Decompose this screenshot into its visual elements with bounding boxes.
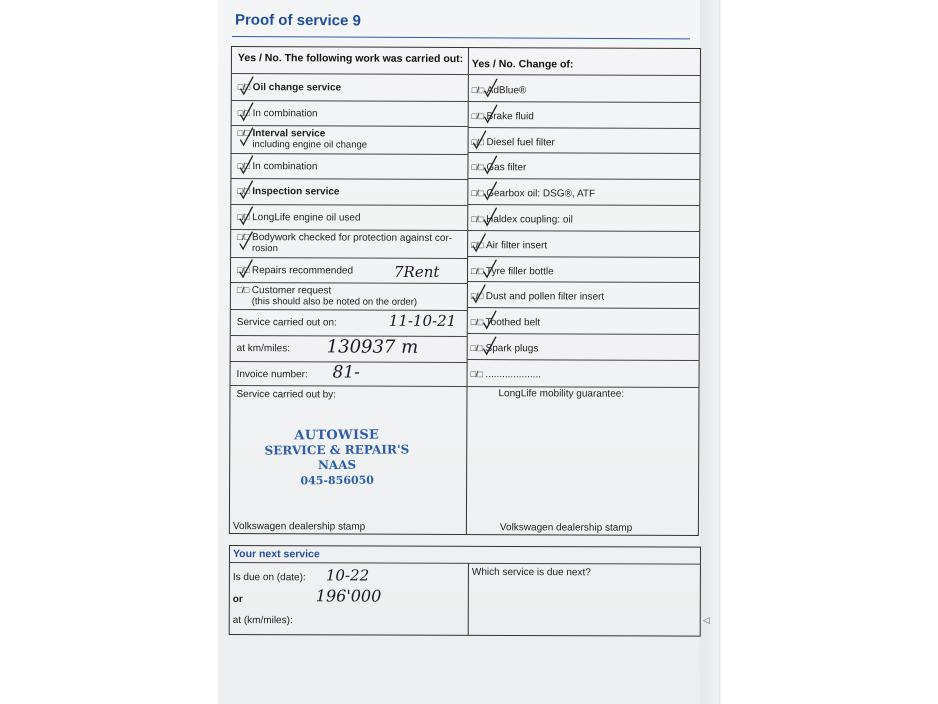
tick-mark-icon <box>239 231 253 251</box>
work-row-text <box>252 285 417 308</box>
tick-mark-icon <box>239 206 253 226</box>
yes-no-checkbox[interactable]: □/□ <box>470 368 483 379</box>
next-service-title: Your next service <box>232 548 320 561</box>
change-row <box>471 369 542 380</box>
change-row-label: Gearbox oil: DSG®, ATF <box>486 188 596 200</box>
tick-mark-icon <box>483 155 497 175</box>
tick-mark-icon <box>239 180 253 200</box>
change-row-label: .................... <box>485 368 542 381</box>
work-row-text <box>253 82 341 93</box>
row-rule <box>468 127 700 129</box>
tick-mark-icon <box>484 78 498 98</box>
work-row-label: In combination <box>252 161 318 173</box>
yes-no-checkbox[interactable]: □/□ <box>237 161 250 172</box>
work-row <box>237 232 452 255</box>
change-row-label: AdBlue® <box>486 85 527 97</box>
tick-mark-icon <box>483 336 497 356</box>
yes-no-checkbox[interactable]: □/□ <box>471 239 484 250</box>
km-label <box>237 343 290 354</box>
row-rule <box>231 385 699 388</box>
next-service-km-label: at (km/miles): <box>232 615 293 627</box>
change-row <box>472 85 527 96</box>
work-row <box>238 128 368 151</box>
yes-no-checkbox[interactable]: □/□ <box>471 85 484 96</box>
work-row-sublabel: including engine oil change <box>252 139 368 151</box>
change-row-label: Gas filter <box>486 162 527 174</box>
row-rule <box>231 204 467 206</box>
invoice-handwritten: 81- <box>332 362 361 383</box>
next-service-box <box>229 545 701 637</box>
next-service-which-label: Which service is due next? <box>471 566 591 579</box>
yes-no-checkbox[interactable]: □/□ <box>470 317 483 328</box>
tick-mark-icon <box>472 284 486 304</box>
row-rule <box>232 125 468 127</box>
change-row-label: Spark plugs <box>485 343 539 355</box>
row-rule <box>231 178 467 180</box>
change-row <box>472 111 534 122</box>
work-row-text <box>252 265 353 276</box>
repairs-handwritten: 7Rent <box>394 263 440 281</box>
work-row-text <box>252 186 339 197</box>
row-rule <box>232 153 468 155</box>
dealer-stamp-label-right: Volkswagen dealership stamp <box>499 522 633 534</box>
tick-mark-icon <box>484 104 498 124</box>
yes-no-checkbox[interactable]: □/□ <box>237 212 250 223</box>
service-date-handwritten: 11-10-21 <box>388 311 457 330</box>
km-handwritten: 130937 m <box>326 336 419 358</box>
work-row-label: Repairs recommended <box>251 265 354 277</box>
tick-mark-icon <box>239 259 253 279</box>
row-rule <box>231 309 467 311</box>
yes-no-checkbox[interactable]: □/□ <box>471 265 483 276</box>
yes-no-checkbox[interactable]: □/□ <box>471 214 484 225</box>
work-row-label: Customer request <box>251 285 332 297</box>
service-by-label: Service carried out by: <box>236 389 337 401</box>
work-row-label: Oil change service <box>252 82 342 94</box>
tick-mark-icon <box>239 155 253 175</box>
yes-no-checkbox[interactable]: □/□ <box>237 128 250 139</box>
row-rule <box>467 307 699 309</box>
work-row-label: In combination <box>252 108 318 120</box>
change-row-label: Toothed belt <box>485 317 541 329</box>
left-column-header: Yes / No. The following work was carried out: <box>237 52 464 66</box>
work-row <box>237 285 417 308</box>
tick-mark-icon <box>237 102 254 122</box>
tick-mark-icon <box>483 259 497 279</box>
yes-no-checkbox[interactable]: □/□ <box>471 110 484 121</box>
stamp-line-1: AUTOWISE <box>294 427 380 444</box>
stamp-line-3: NAAS <box>317 457 357 473</box>
work-row-text <box>252 212 360 223</box>
change-row-label: Tyre filler bottle <box>485 265 554 278</box>
mobility-guarantee-label: LongLife mobility guarantee: <box>498 388 625 400</box>
page-title: Proof of service 9 <box>234 11 361 30</box>
change-row-label: Brake fluid <box>486 110 534 123</box>
yes-no-checkbox[interactable]: □/□ <box>471 188 484 199</box>
yes-no-checkbox[interactable]: □/□ <box>236 285 249 296</box>
change-row-label: Air filter insert <box>485 239 548 252</box>
change-row-label: Diesel fuel filter <box>486 136 555 149</box>
dealer-stamp-label-left: Volkswagen dealership stamp <box>232 521 366 533</box>
row-rule <box>231 257 467 259</box>
stamp-line-4: 045-856050 <box>300 473 374 488</box>
tick-mark-icon <box>483 310 497 330</box>
work-row-text <box>252 161 317 172</box>
next-service-due-handwritten: 10-22 <box>325 566 370 585</box>
work-row-sublabel: (this should also be noted on the order) <box>251 296 418 308</box>
service-date-label: Service carried out on: <box>236 317 337 329</box>
row-rule <box>467 281 699 283</box>
stamp-line-2: SERVICE & REPAIR'S <box>264 442 410 458</box>
yes-no-checkbox[interactable]: □/□ <box>470 291 483 302</box>
yes-no-checkbox[interactable]: □/□ <box>471 136 484 147</box>
tick-mark-icon <box>483 181 497 201</box>
page-edge-arrow-icon: ◁ <box>703 615 710 625</box>
row-rule <box>468 101 700 103</box>
work-row-text <box>252 128 367 150</box>
row-rule <box>467 359 699 361</box>
row-rule <box>231 282 467 284</box>
tick-mark-icon <box>237 127 254 147</box>
yes-no-checkbox[interactable]: □/□ <box>237 82 250 93</box>
row-rule <box>467 178 699 180</box>
work-row-text <box>253 108 318 119</box>
column-divider <box>466 48 469 534</box>
next-service-or-label: or <box>232 594 243 606</box>
work-row-label: Inspection service <box>252 186 340 198</box>
work-row-label: Bodywork checked for protection against cor- <box>252 232 453 244</box>
row-rule <box>467 333 699 335</box>
yes-no-checkbox[interactable]: □/□ <box>470 343 483 354</box>
change-row <box>471 291 604 303</box>
next-service-divider <box>468 563 469 635</box>
row-rule <box>231 229 467 231</box>
change-row-label: Dust and pollen filter insert <box>485 291 605 304</box>
work-row-label: LongLife engine oil used <box>252 212 361 224</box>
next-service-km-handwritten: 196'000 <box>315 586 382 606</box>
change-row-label: Haldex coupling: oil <box>486 214 573 226</box>
right-column-header: Yes / No. Change of: <box>471 58 574 71</box>
row-rule <box>232 100 468 102</box>
tick-mark-icon <box>237 76 254 96</box>
change-row <box>471 343 539 354</box>
yes-no-checkbox[interactable]: □/□ <box>237 232 250 243</box>
row-rule <box>467 204 699 206</box>
dealer-stamp <box>262 427 413 488</box>
work-row <box>237 265 353 277</box>
page-edge <box>700 0 719 704</box>
next-service-header-rule <box>230 562 700 565</box>
work-row-sublabel: rosion <box>251 243 278 255</box>
header-rule <box>232 73 700 76</box>
row-rule <box>467 230 699 232</box>
yes-no-checkbox[interactable]: □/□ <box>237 186 250 197</box>
yes-no-checkbox[interactable]: □/□ <box>237 108 250 119</box>
tick-mark-icon <box>473 130 487 150</box>
tick-mark-icon <box>472 233 486 253</box>
work-row-text <box>252 232 452 255</box>
yes-no-checkbox[interactable]: □/□ <box>237 265 249 276</box>
change-row <box>471 317 540 328</box>
km-label-text: at km/miles: <box>236 343 291 355</box>
row-rule <box>468 152 700 154</box>
row-rule <box>467 256 699 258</box>
change-row <box>471 162 526 173</box>
work-row-label: Interval service <box>252 128 326 140</box>
work-row <box>237 212 360 224</box>
next-service-due-label: Is due on (date): <box>232 572 306 584</box>
invoice-label: Invoice number: <box>236 369 308 381</box>
tick-mark-icon <box>483 207 497 227</box>
yes-no-checkbox[interactable]: □/□ <box>471 162 484 173</box>
